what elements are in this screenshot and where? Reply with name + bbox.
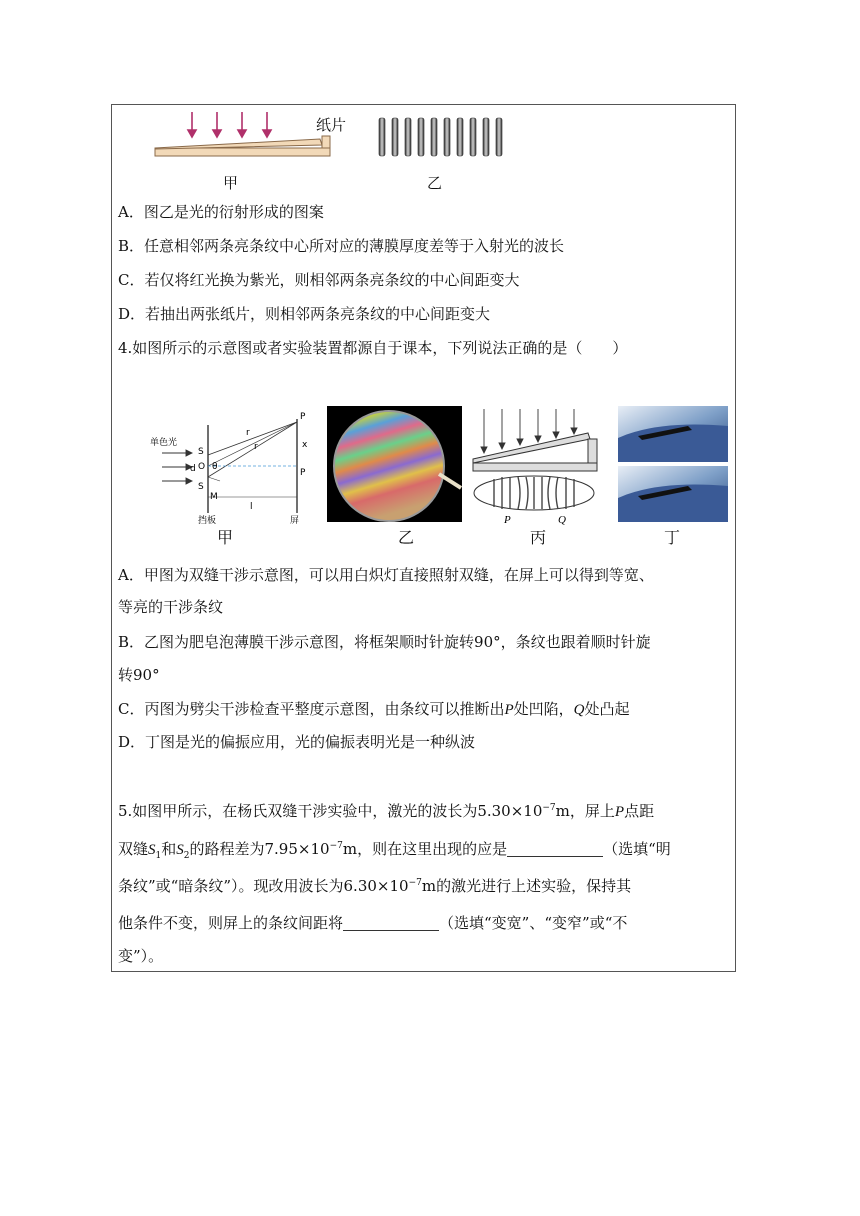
paper-label: 纸片 <box>316 116 347 134</box>
q3-option-d: D．若抽出两张纸片，则相邻两条亮条纹的中心间距变大 <box>118 305 491 323</box>
q5-line3: 条纹”或“暗条纹”）。现改用波长为$6.30\times 10^{-7}m$的激光进行上述实验，保持其 <box>118 877 632 895</box>
q4-option-b-line1: B．乙图为肥皂泡薄膜干涉示意图，将框架顺时针旋转90°，条纹也跟着顺时针旋 <box>118 633 651 651</box>
q4-caption-ding: 丁 <box>664 528 681 547</box>
s1-label: S <box>198 447 204 457</box>
m-label: M <box>210 492 218 502</box>
q4-caption-yi: 乙 <box>398 528 415 547</box>
q4-option-c: C．丙图为劈尖干涉检查平整度示意图，由条纹可以推断出P处凹陷，Q处凸起 <box>118 700 630 718</box>
q4-option-d: D．丁图是光的偏振应用，光的偏振表明光是一种纵波 <box>118 733 476 751</box>
mono-light-label: 单色光 <box>150 438 178 448</box>
s2-label: S <box>198 482 204 492</box>
q4-caption-bing: 丙 <box>530 528 547 547</box>
answer-blank-2[interactable] <box>343 914 439 931</box>
theta-label: θ <box>212 462 218 472</box>
caption-yi: 乙 <box>427 174 443 192</box>
o-label: O <box>198 462 206 472</box>
p0-label: P <box>300 468 306 478</box>
q4-caption-jia: 甲 <box>217 528 234 547</box>
q3-option-b: B．任意相邻两条亮条纹中心所对应的薄膜厚度差等于入射光的波长 <box>118 237 565 255</box>
d-label: d <box>190 464 196 474</box>
q3-option-a: A．图乙是光的衍射形成的图案 <box>118 203 324 221</box>
q4-option-a-line2: 等亮的干涉条纹 <box>118 598 224 616</box>
l-label: l <box>250 502 253 512</box>
q5-line2: 双缝$S_1$和$S_2$的路程差为$7.95\times 10^{-7}m$，则在这里出现的应是 （选填“明 <box>118 840 671 861</box>
soap-film-figure-yi <box>327 406 462 522</box>
q5-line5: 变”）。 <box>118 947 164 965</box>
r1-label: r <box>246 428 250 438</box>
screen-label: 屏 <box>290 516 300 525</box>
double-slit-figure-jia <box>150 405 320 525</box>
q-point-label: Q <box>558 514 566 525</box>
q4-option-a-line1: A．甲图为双缝干涉示意图，可以用白炽灯直接照射双缝，在屏上可以得到等宽、 <box>118 566 654 584</box>
fringe-figure-yi <box>376 116 514 158</box>
r2-label: r <box>254 442 258 452</box>
polarization-figure-ding <box>618 406 728 522</box>
q4-stem: 4.如图所示的示意图或者实验装置都源自于课本，下列说法正确的是（ ） <box>118 339 628 357</box>
p1-label: P <box>300 412 306 422</box>
q3-option-c: C．若仅将红光换为紫光，则相邻两条亮条纹的中心间距变大 <box>118 271 520 289</box>
q5-line1: 5.如图甲所示，在杨氏双缝干涉实验中，激光的波长为$5.30\times 10^{-7}m$，屏上P点距 <box>118 802 655 820</box>
caption-jia: 甲 <box>223 174 239 192</box>
answer-blank-1[interactable] <box>507 840 603 857</box>
p-point-label: P <box>504 514 511 525</box>
q5-line4: 他条件不变，则屏上的条纹间距将 （选填“变宽”、“变窄”或“不 <box>118 914 628 932</box>
wedge-check-figure-bing <box>470 405 600 525</box>
board-label: 挡板 <box>198 516 217 525</box>
q4-option-b-line2: 转90° <box>118 666 160 684</box>
x-label: x <box>302 440 308 450</box>
